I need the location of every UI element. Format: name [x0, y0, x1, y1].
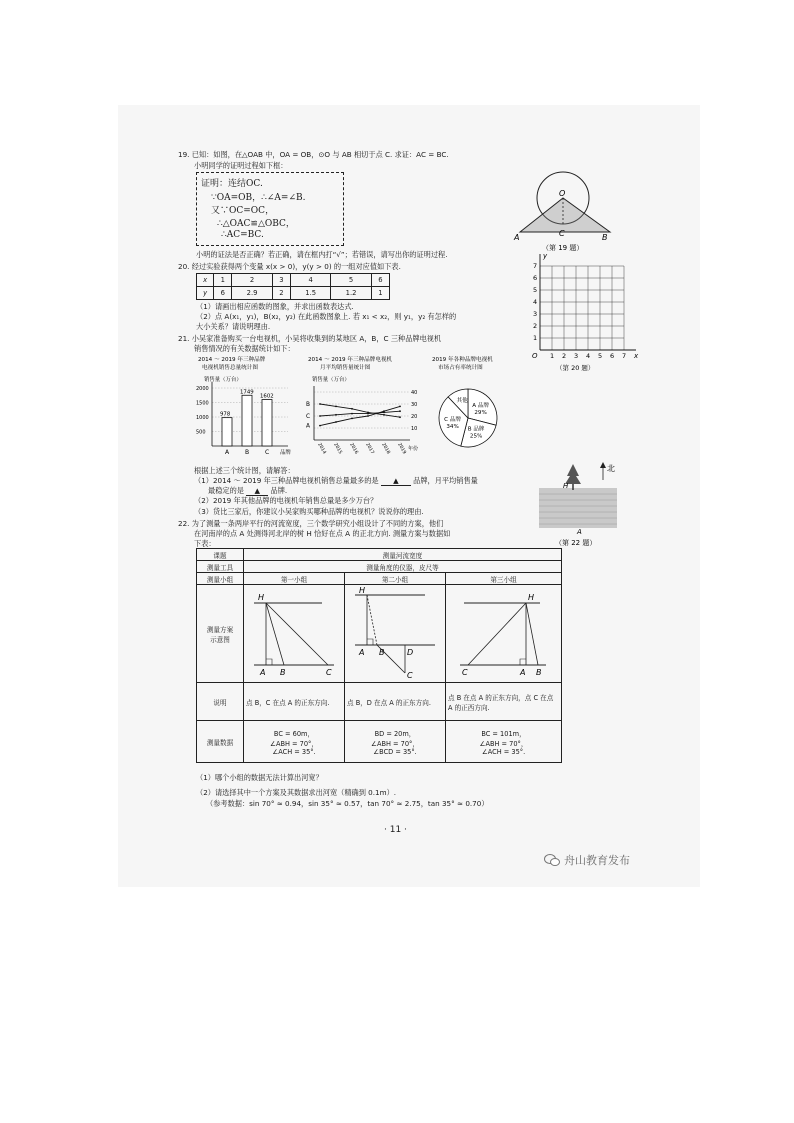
tick-label-y: 7	[533, 262, 538, 270]
q21-sub1-line2	[208, 486, 287, 496]
q20-grid	[522, 250, 639, 372]
q19-figure	[512, 170, 624, 252]
label-c: C	[326, 667, 332, 677]
label-h: H	[258, 592, 265, 602]
q19-statement: 19. 已知：如图，在△OAB 中，OA = OB，⊙O 与 AB 相切于点 C. 求证：AC = BC.	[178, 150, 449, 159]
table-cell: 3	[272, 274, 290, 287]
series-label: C	[306, 414, 311, 420]
table-cell: 1.5	[290, 287, 330, 300]
tick-label-x: 2014	[316, 442, 327, 456]
table-cell: 5	[331, 274, 371, 287]
data-point	[351, 408, 353, 410]
tick-label-y: 20	[411, 414, 418, 420]
watermark	[544, 852, 630, 868]
axis-label-x: 年份	[408, 446, 419, 452]
table-cell: 4	[290, 274, 330, 287]
slice-label: C 品牌	[444, 416, 461, 423]
pie-chart	[428, 354, 518, 462]
data-point	[335, 414, 337, 416]
table-header: 第一小组	[244, 573, 345, 585]
table-cell	[345, 721, 446, 763]
q20-table	[196, 273, 390, 300]
table-header: y	[197, 287, 214, 300]
tick-label-y: 1000	[196, 415, 209, 421]
q20-statement: 20. 经过实验获得两个变量 x(x > 0)，y(y > 0) 的一组对应值如下表.	[178, 262, 401, 271]
axis-label-y: 销售量（万台）	[312, 377, 350, 383]
label-a: A	[260, 667, 266, 677]
tick-label-x: A	[225, 449, 230, 456]
series-label: A	[306, 423, 310, 430]
watermark-text: 舟山教育发布	[564, 854, 630, 867]
tick-label-x: 6	[610, 352, 615, 360]
data-point	[367, 413, 369, 415]
bar-chart	[196, 354, 300, 462]
table-header: 测量方案 示意图	[197, 585, 244, 683]
tick-label-x: 1	[550, 352, 555, 360]
table-cell	[446, 721, 562, 763]
label-a: A	[519, 667, 525, 677]
data-point	[367, 415, 369, 417]
q21-sub1-text: （1）2014 ～ 2019 年三种品牌电视机销售总量最多的是	[194, 476, 379, 485]
q20-sub2: （2）点 A(x₁，y₁)，B(x₂，y₂) 在此函数图象上. 若 x₁ < x₂，则 y₁，y₂ 有怎样的	[196, 312, 457, 321]
q22-statement-3: 下表：	[194, 539, 216, 548]
chart-title: 2014 ～ 2019 年三种品牌电视机	[308, 357, 393, 363]
q21-sub1-text-3: 最稳定的是	[208, 486, 244, 495]
tick-label-x: 3	[574, 352, 579, 360]
data-point	[399, 416, 401, 418]
data-line: BD = 20m，	[374, 729, 416, 738]
table-header: 第二小组	[345, 573, 446, 585]
q21-sub1	[194, 476, 478, 486]
chart-title: 2019 年各种品牌电视机	[432, 357, 493, 363]
data-point	[335, 421, 337, 423]
proof-line: ∵OA=OB，∴∠A=∠B.	[211, 193, 306, 203]
data-line: ∠ABH = 70°，	[479, 739, 528, 748]
label-h: H	[527, 592, 534, 602]
tick-label-y: 3	[533, 310, 538, 318]
tick-label-y: 2000	[196, 386, 209, 392]
table-cell: 点 B，D 在点 A 的正东方向.	[345, 683, 446, 721]
table-cell	[244, 721, 345, 763]
q22-statement-2: 在河南岸的点 A 处测得河北岸的树 H 恰好在点 A 的正北方向. 测量方案与数据如	[194, 529, 451, 538]
triangle-oab	[520, 198, 610, 232]
tick-label-x: 5	[598, 352, 603, 360]
label-h: H	[563, 482, 569, 490]
chart-title: 2014 ～ 2019 年三种品牌	[198, 357, 266, 363]
bar	[222, 418, 232, 446]
tick-label-y: 1500	[196, 400, 209, 407]
table-cell: 2	[272, 287, 290, 300]
label-c: C	[559, 229, 565, 238]
table-cell: 点 B，C 在点 A 的正东方向.	[244, 683, 345, 721]
chart-title: 月平均销售量统计图	[320, 365, 371, 371]
data-line: ∠ABH = 70°，	[270, 739, 318, 748]
diagram-group2	[345, 585, 446, 683]
tick-label-y: 6	[533, 274, 538, 282]
table-cell: 点 B 在点 A 的正东方向，点 C 在点 A 的正西方向.	[446, 683, 562, 721]
table-header: 测量工具	[197, 561, 244, 573]
diagram-group3	[446, 585, 562, 683]
axis-label-x: x	[634, 352, 639, 360]
q21-sub1-text-4: 品牌.	[270, 486, 288, 495]
q21-sub2: （2）2019 年其他品牌的电视机年销售总量是多少万台？	[194, 496, 378, 505]
table-header: 说明	[197, 683, 244, 721]
q21-question-intro: 根据上述三个统计图，请解答：	[194, 466, 295, 475]
q21-sub3: （3）货比三家后，你建议小吴家购买哪种品牌的电视机？说说你的理由.	[194, 507, 424, 516]
label-b: B	[602, 233, 608, 242]
origin-label: O	[532, 352, 538, 360]
tick-label-x: B	[245, 449, 250, 456]
tick-label-y: 4	[533, 298, 538, 306]
label-a: A	[514, 233, 520, 242]
data-point	[319, 403, 321, 405]
tick-label-x: 2019	[396, 442, 407, 456]
data-point	[399, 410, 401, 412]
slice-label: 其他	[456, 398, 468, 405]
q22-sub1: （1）哪个小组的数据无法计算出河宽？	[196, 773, 323, 782]
data-line: ∠ABH = 70°，	[371, 739, 419, 748]
data-point	[383, 412, 385, 414]
tick-label-x: 2	[562, 352, 567, 360]
table-cell: 2.9	[232, 287, 272, 300]
label-o: O	[559, 189, 566, 198]
data-line: BC = 60m，	[273, 729, 315, 738]
figure-caption: （第 19 题）	[542, 244, 584, 252]
tick-label-x: 2016	[348, 442, 359, 456]
q22-figure	[537, 462, 619, 550]
q21-statement: 21. 小吴家准备购买一台电视机，小吴将收集到的某地区 A，B，C 三种品牌电视机	[178, 334, 442, 343]
data-line: ∠BCD = 35°.	[373, 747, 417, 756]
table-header: 课题	[197, 549, 244, 561]
tick-label-x: 2018	[380, 442, 391, 456]
answer-blank: ▲	[381, 476, 411, 486]
series-label: B	[306, 402, 310, 408]
table-header: 第三小组	[446, 573, 562, 585]
table-cell: 测量河流宽度	[244, 549, 562, 561]
data-label: 34%	[446, 423, 459, 430]
data-point	[335, 406, 337, 408]
tick-label-x: 2017	[364, 442, 375, 456]
tick-label-y: 2	[533, 322, 538, 330]
q20-sub1: （1）请画出相应函数的图象，并求出函数表达式.	[196, 302, 354, 311]
tick-label-x: 2015	[332, 442, 343, 456]
line-chart	[300, 354, 426, 464]
data-label: 25%	[469, 433, 483, 440]
q19-intro: 小明同学的证明过程如下框：	[194, 161, 288, 170]
data-point	[383, 414, 385, 416]
label-d: D	[407, 647, 414, 657]
proof-box	[196, 172, 344, 246]
label-b: B	[535, 667, 541, 677]
tick-label-y: 500	[196, 429, 206, 436]
tick-label-x: 4	[586, 352, 591, 360]
tree-icon	[565, 464, 581, 484]
q20-sub2b: 大小关系？请说明理由.	[196, 322, 271, 331]
proof-line: 证明：连结OC.	[201, 179, 263, 189]
chart-title: 电视机销售总量统计图	[202, 365, 258, 371]
data-point	[351, 418, 353, 420]
label-a: A	[577, 528, 582, 536]
q22-sub2: （2）请选择其中一个方案及其数据求出河宽（精确到 0.1m）.	[196, 788, 397, 797]
q21-sub1-text-2: 品牌，月平均销售量	[413, 476, 478, 485]
proof-line: ∴AC=BC.	[221, 230, 264, 240]
table-cell: 6	[214, 287, 232, 300]
proof-line: ∴△OAC≌△OBC，	[217, 219, 295, 229]
figure-caption: （第 20 题）	[556, 364, 595, 372]
data-label: 1602	[260, 393, 274, 400]
tick-label-x: C	[265, 449, 270, 456]
data-label: 29%	[474, 410, 487, 417]
label-h: H	[359, 585, 366, 595]
tick-label-y: 30	[411, 402, 418, 408]
slice-label: A 品牌	[472, 403, 490, 410]
table-header: 测量小组	[197, 573, 244, 585]
label-b: B	[280, 667, 286, 677]
q22-statement: 22. 为了测量一条两岸平行的河流宽度，三个数学研究小组设计了不同的方案，他们	[178, 519, 444, 528]
proof-line: 又∵OC=OC，	[211, 206, 275, 216]
label-a: A	[359, 647, 365, 657]
data-point	[319, 425, 321, 427]
q19-question: 小明的证法是否正确？若正确，请在框内打“√”；若错误，请写出你的证明过程.	[196, 250, 448, 259]
chart-title: 市场占有率统计图	[438, 365, 483, 371]
table-cell: 1	[371, 287, 389, 300]
data-label: 978	[220, 411, 231, 418]
q22-reference: （参考数据：sin 70° ≈ 0.94，sin 35° ≈ 0.57，tan 70° ≈ 2.75，tan 35° ≈ 0.70）	[206, 799, 489, 808]
table-cell: 1	[214, 274, 232, 287]
data-line: ∠ACH = 35°.	[272, 747, 316, 756]
table-header: 测量数据	[197, 721, 244, 763]
tick-label-y: 40	[411, 390, 418, 396]
axis-label-y: y	[543, 252, 548, 260]
label-north: 北	[607, 464, 615, 473]
bar	[262, 400, 272, 446]
axis-label-x: 品牌	[280, 450, 291, 456]
table-cell: 1.2	[331, 287, 371, 300]
q21-statement-2: 销售情况的有关数据统计如下：	[194, 344, 295, 353]
table-cell: 2	[232, 274, 272, 287]
data-point	[319, 415, 321, 417]
tick-label-y: 1	[533, 334, 538, 342]
table-cell: 6	[371, 274, 389, 287]
data-point	[399, 406, 401, 408]
data-label: 1749	[240, 389, 254, 396]
axis-label-y: 销售量（万台）	[204, 377, 242, 383]
label-b: B	[379, 647, 385, 657]
answer-blank: ▲	[246, 486, 268, 496]
label-c: C	[407, 670, 413, 680]
data-point	[351, 413, 353, 415]
wechat-icon	[544, 853, 560, 867]
q22-table	[196, 548, 562, 763]
tick-label-y: 5	[533, 286, 538, 294]
data-line: BC = 101m，	[481, 729, 526, 738]
figure-caption: （第 22 题）	[555, 539, 597, 547]
table-header: x	[197, 274, 214, 287]
page-number: · 11 ·	[384, 825, 407, 835]
diagram-group1	[244, 585, 345, 683]
data-line: ∠ACH = 35°.	[481, 747, 526, 756]
tick-label-x: 7	[622, 352, 627, 360]
slice-label: B 品牌	[467, 426, 485, 433]
label-c: C	[461, 667, 468, 677]
bar	[242, 395, 252, 446]
table-cell: 测量角度的仪器，皮尺等	[244, 561, 562, 573]
tick-label-y: 10	[411, 426, 418, 432]
